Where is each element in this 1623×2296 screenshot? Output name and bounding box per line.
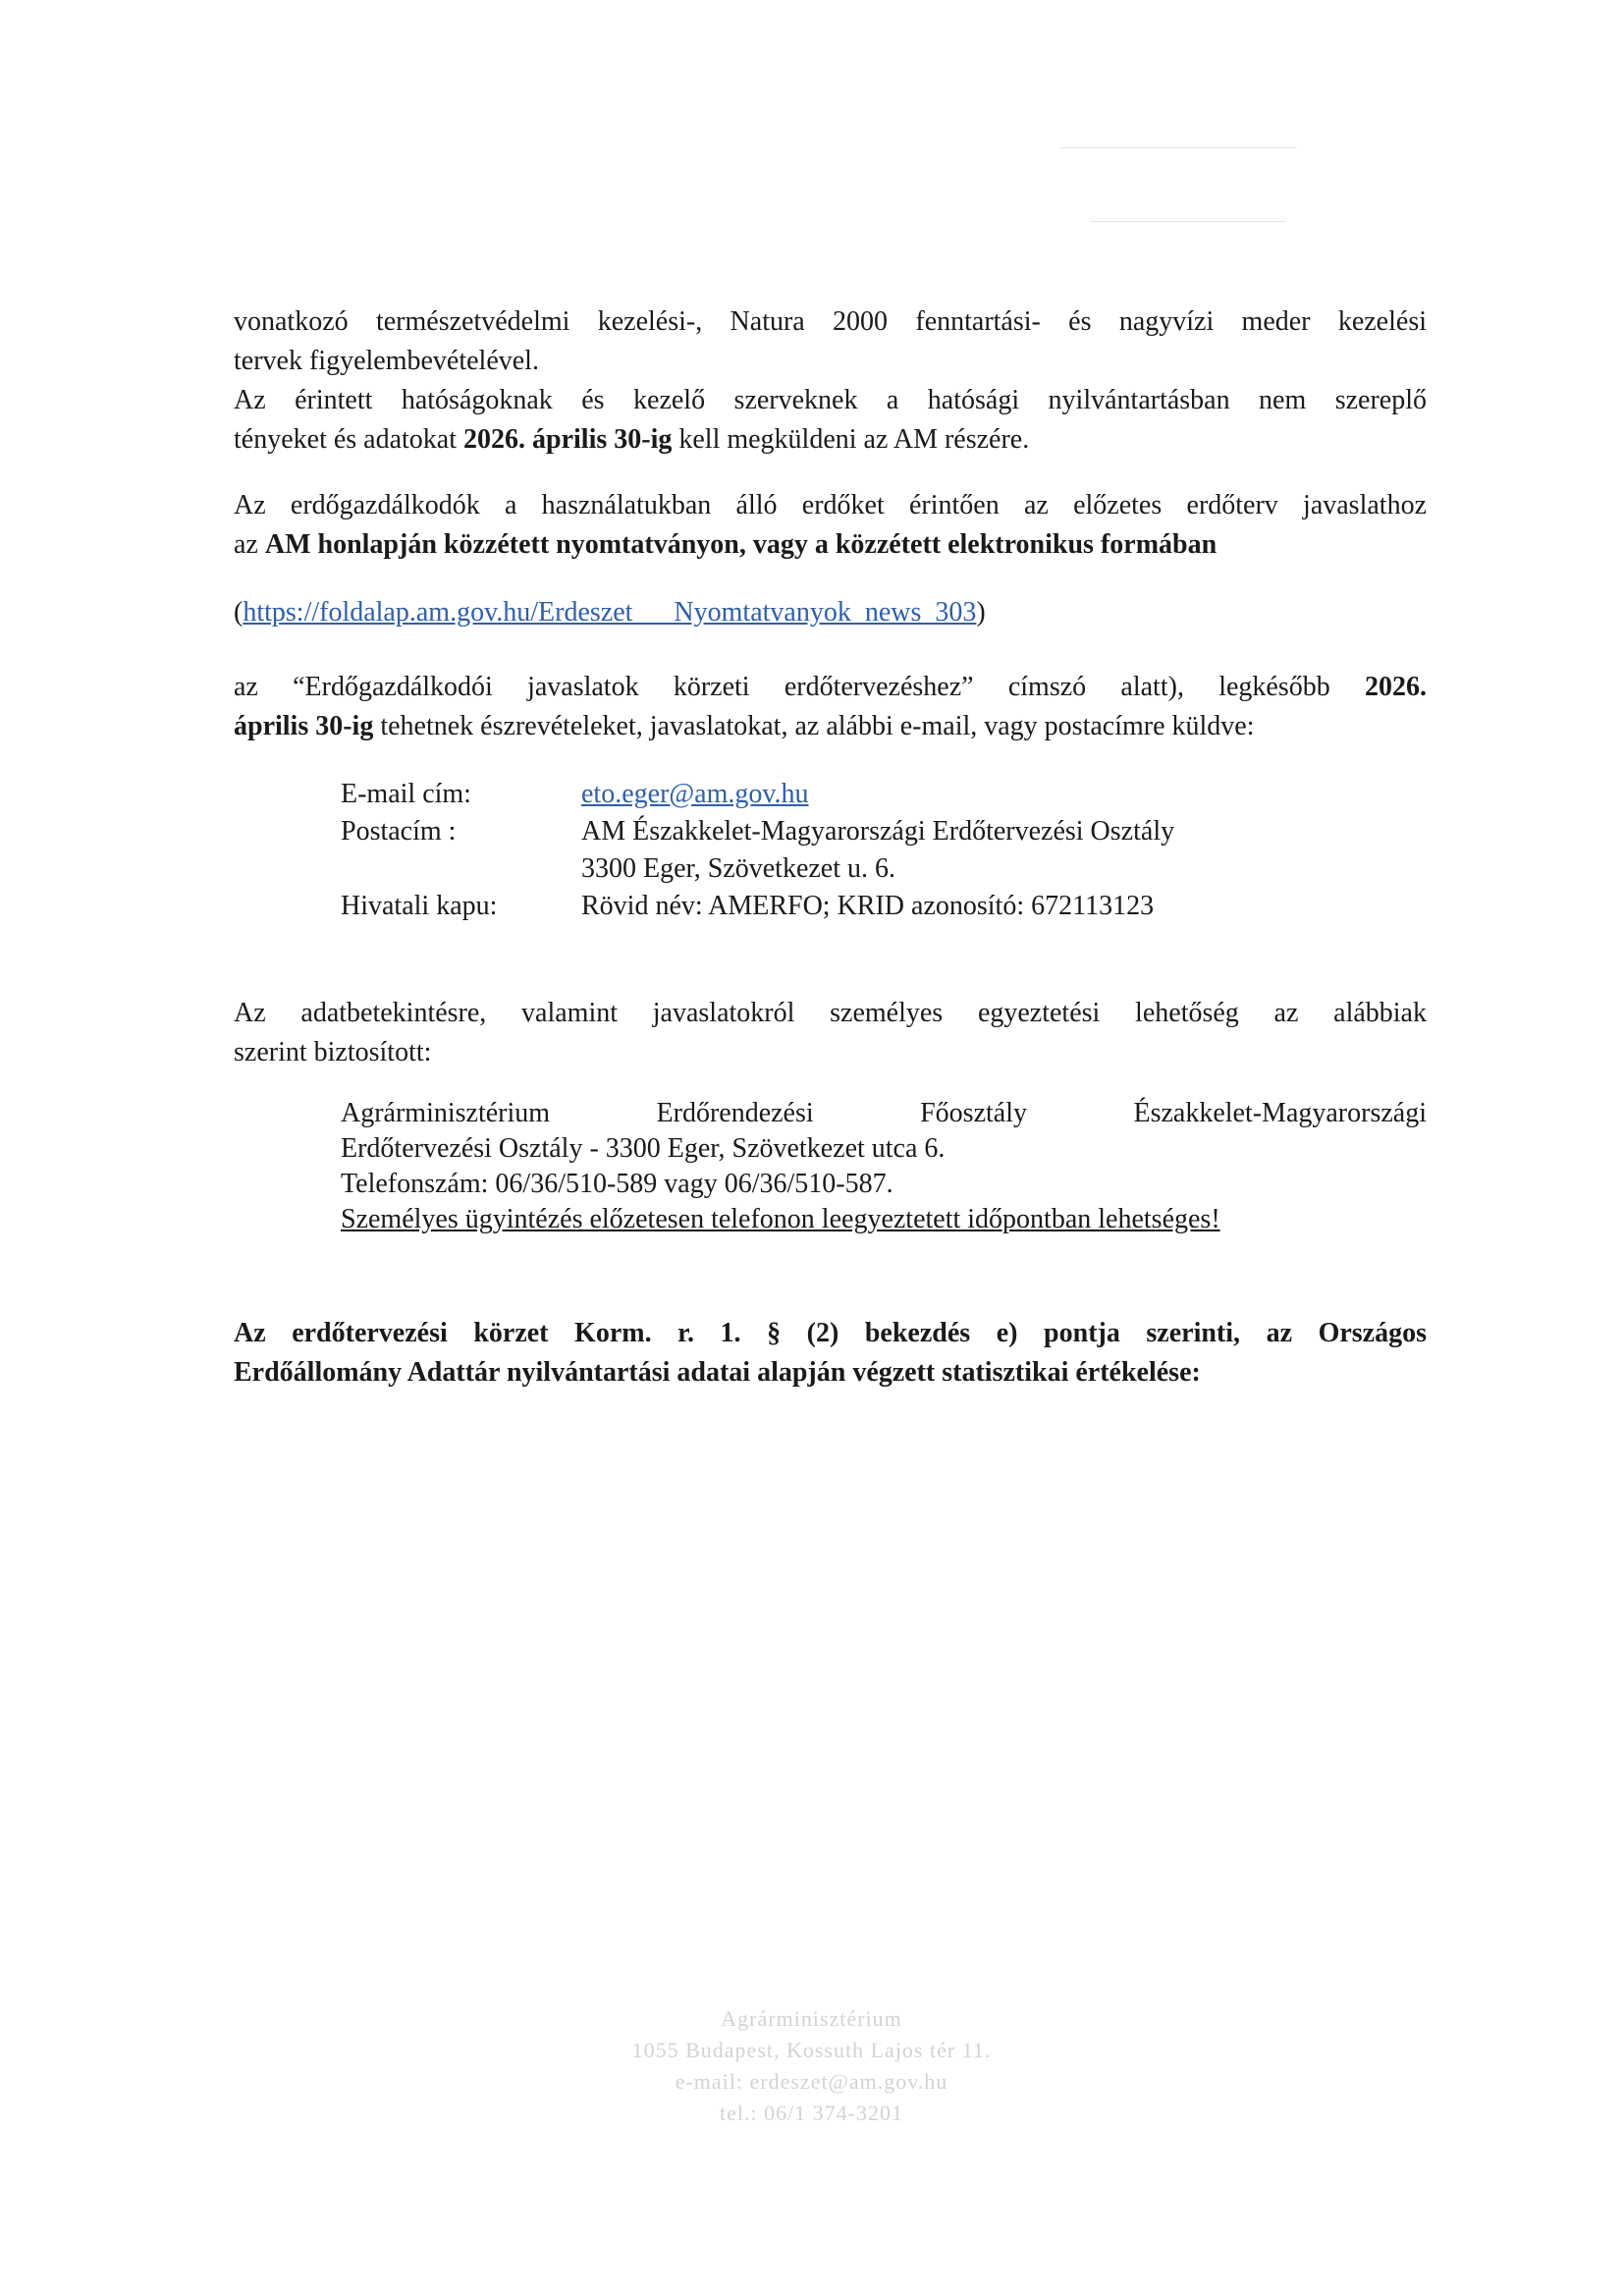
paragraph-line: [234, 707, 1427, 746]
bold-instruction: AM honlapján közzétett nyomtatványon, vagy a közzétett elektronikus formában: [264, 529, 1217, 560]
postal-line: AM Északkelet-Magyarországi Erdőtervezési Osztály: [581, 816, 1175, 847]
paragraph-intro-continuation: [234, 302, 1427, 381]
paragraph-line: Az érintett hatóságoknak és kezelő szerveknek a hatósági nyilvántartásban nem szereplő: [234, 385, 1427, 415]
deadline-year: 2026.: [1365, 672, 1427, 702]
deadline-date: április 30-ig: [234, 711, 374, 741]
paragraph-line: tervek figyelembevételével.: [234, 346, 539, 376]
office-phone: Telefonszám: 06/36/510-589 vagy 06/36/510-587.: [341, 1169, 893, 1199]
paragraph-line: [234, 525, 1427, 565]
office-appointment-note: Személyes ügyintézés előzetesen telefonon leegyeztetett időpontban lehetséges!: [341, 1204, 1220, 1234]
office-line: Agrárminisztérium Erdőrendezési Főosztály Északkelet-Magyarországi: [341, 1098, 1427, 1128]
text-fragment: kell megküldeni az AM részére.: [678, 424, 1030, 455]
paragraph-line: szerint biztosított:: [234, 1037, 432, 1067]
paren-open: (: [234, 597, 243, 628]
paragraph-line: Az adatbetekintésre, valamint javaslatokról személyes egyeztetési lehetőség az alábbiak: [234, 998, 1427, 1028]
text-fragment: tényeket és adatokat: [234, 424, 458, 455]
email-label: E-mail cím:: [341, 779, 471, 809]
paren-close: ): [976, 597, 986, 628]
text-fragment: tehetnek észrevételeket, javaslatokat, az alábbi e-mail, vagy postacímre küldve:: [380, 711, 1255, 741]
paragraph-line: Az erdőgazdálkodók a használatukban álló erdőket érintően az előzetes erdőterv javaslathoz: [234, 490, 1427, 520]
form-url-line: [234, 593, 1427, 632]
email-value: [581, 776, 1174, 813]
paragraph-proposals-deadline: [234, 668, 1427, 746]
contact-row-gateway: [341, 888, 1174, 925]
contact-row-email: [341, 776, 1174, 813]
footer-ministry: Agrárminisztérium: [721, 2006, 902, 2031]
heading-line: Erdőállomány Adattár nyilvántartási adatai alapján végzett statisztikai értékelése:: [234, 1357, 1201, 1388]
gateway-label: Hivatali kapu:: [341, 891, 498, 921]
form-url-link[interactable]: https://foldalap.am.gov.hu/Erdeszet___Nyomtatvanyok_news_303: [243, 597, 977, 628]
letterhead-footer: [0, 2003, 1623, 2129]
paragraph-forest-managers: [234, 486, 1427, 565]
paragraph-authorities: [234, 381, 1427, 460]
gateway-value: Rövid név: AMERFO; KRID azonosító: 672113123: [581, 891, 1155, 921]
office-line: Erdőtervezési Osztály - 3300 Eger, Szövetkezet utca 6.: [341, 1133, 946, 1164]
postal-line: 3300 Eger, Szövetkezet u. 6.: [581, 853, 896, 884]
heading-line: Az erdőtervezési körzet Korm. r. 1. § (2) bekezdés e) pontja szerinti, az Országos: [234, 1318, 1427, 1348]
paragraph-line: [234, 668, 1427, 707]
paragraph-line: [234, 420, 1427, 460]
scan-artifact: [1090, 221, 1286, 222]
paragraph-line: vonatkozó természetvédelmi kezelési-, Natura 2000 fenntartási- és nagyvízi meder kezelési: [234, 306, 1427, 337]
statistics-heading: [234, 1314, 1427, 1393]
text-fragment: az “Erdőgazdálkodói javaslatok körzeti erdőtervezéshez” címszó alatt), legkésőbb: [234, 672, 1330, 702]
footer-email: e-mail: erdeszet@am.gov.hu: [675, 2069, 948, 2094]
deadline-date: 2026. április 30-ig: [463, 424, 673, 455]
footer-address: 1055 Budapest, Kossuth Lajos tér 11.: [631, 2038, 992, 2062]
footer-phone: tel.: 06/1 374-3201: [719, 2101, 904, 2125]
paragraph-data-access: [234, 994, 1427, 1072]
postal-value: [581, 813, 1174, 888]
email-link[interactable]: eto.eger@am.gov.hu: [581, 779, 809, 809]
postal-label: Postacím :: [341, 816, 457, 847]
contact-row-postal: [341, 813, 1174, 888]
scan-artifact: [1060, 147, 1296, 148]
text-fragment: az: [234, 529, 258, 560]
contact-table: [341, 776, 1174, 925]
office-address-block: [341, 1096, 1427, 1237]
